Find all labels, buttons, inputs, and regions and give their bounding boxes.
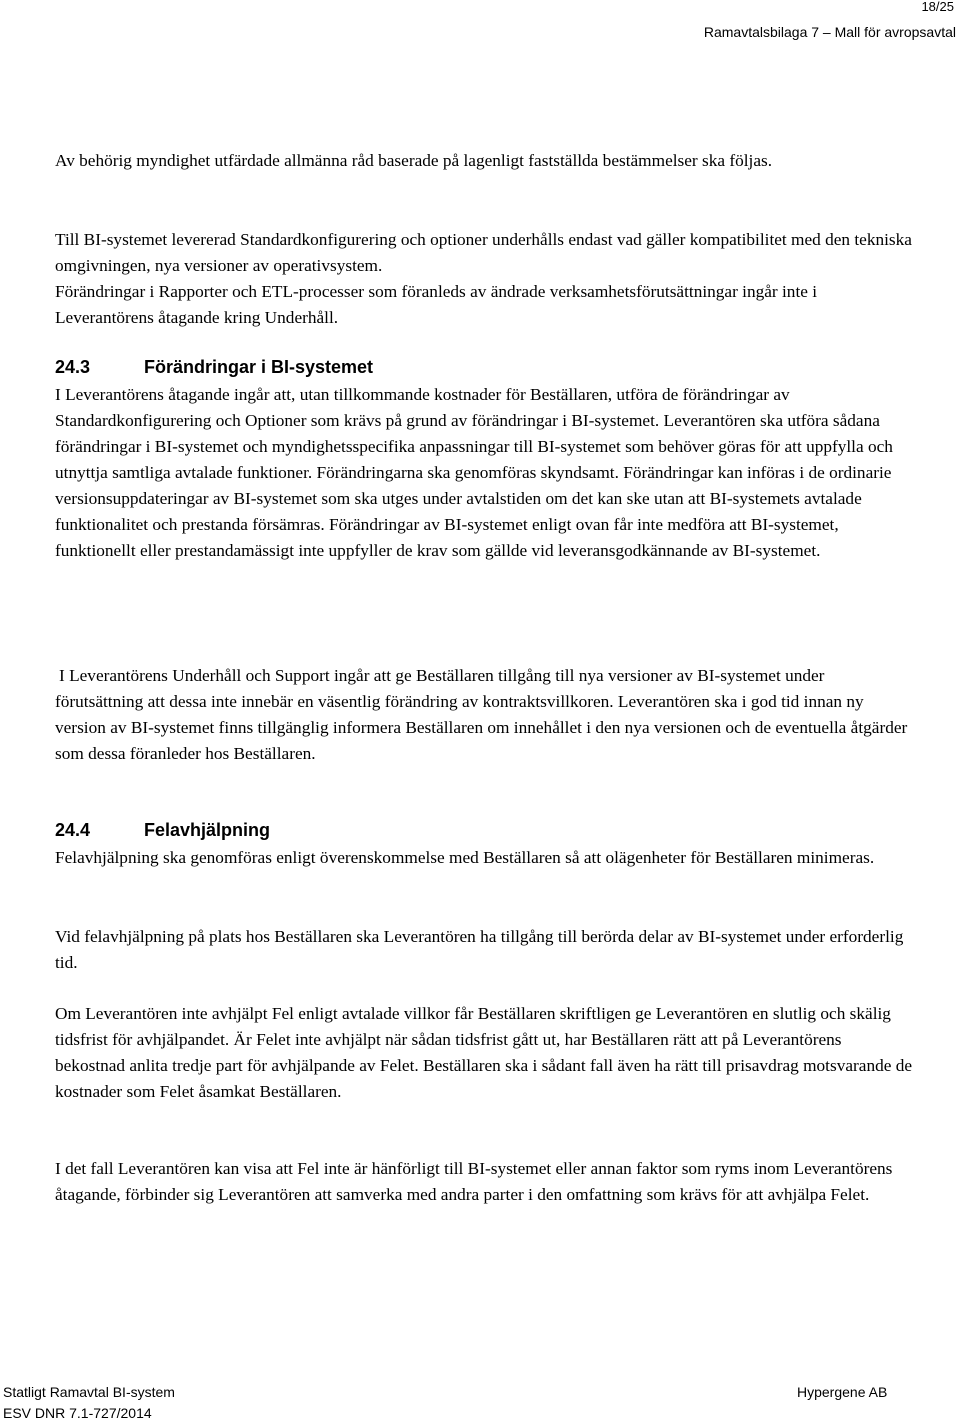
paragraph-9: I det fall Leverantören kan visa att Fel inte är hänförligt till BI-systemet eller annan faktor som ryms inom Leverantörens åtagande, förbinder sig Leverantören att samverka med andra parter i den omfattning som krävs för att avhjälpa Felet.	[55, 1159, 893, 1204]
paragraph-3: Förändringar i Rapporter och ETL-processer som föranleds av ändrade verksamhetsförutsättningar ingår inte i Leverantörens åtagande kring Underhåll.	[55, 282, 818, 327]
page-number: 18/25	[921, 0, 954, 14]
section-number: 24.4	[55, 820, 91, 840]
section-heading-24-4	[55, 820, 270, 841]
footer-agreement: Statligt Ramavtal BI-system	[3, 1384, 175, 1400]
paragraph-5: I Leverantörens Underhåll och Support ingår att ge Beställaren tillgång till nya versioner av BI-systemet under förutsättning att dessa inte innebär en väsentlig förändring av kontraktsvillkoren. Leverantören ska i god tid innan ny version av BI-systemet finns tillgänglig informera Beställaren om innehållet i den nya versionen och de eventuella åtgärder som dessa föranleder hos Beställaren.	[55, 666, 908, 763]
section-title: Felavhjälpning	[144, 820, 271, 840]
section-title: Förändringar i BI-systemet	[144, 357, 374, 377]
section-number: 24.3	[55, 357, 91, 377]
paragraph-7: Vid felavhjälpning på plats hos Beställaren ska Leverantören ha tillgång till berörda delar av BI-systemet under erforderlig tid.	[55, 927, 904, 972]
section-heading-24-3	[55, 357, 373, 378]
document-title: Ramavtalsbilaga 7 – Mall för avropsavtal	[703, 24, 956, 40]
paragraph-6: Felavhjälpning ska genomföras enligt överenskommelse med Beställaren så att olägenheter för Beställaren minimeras.	[55, 848, 875, 867]
footer-dnr: ESV DNR 7.1-727/2014	[3, 1405, 152, 1421]
paragraph-1: Av behörig myndighet utfärdade allmänna råd baserade på lagenligt fastställda bestämmelser ska följas.	[55, 151, 773, 170]
footer-supplier: Hypergene AB	[797, 1384, 888, 1400]
paragraph-2: Till BI-systemet levererad Standardkonfigurering och optioner underhålls endast vad gäller kompatibilitet med den tekniska omgivningen, nya versioner av operativsystem.	[55, 230, 912, 275]
paragraph-8: Om Leverantören inte avhjälpt Fel enligt avtalade villkor får Beställaren skriftligen ge Leverantören en slutlig och skälig tidsfrist för avhjälpandet. Är Felet inte avhjälpt när sådan tidsfrist gått ut, har Beställaren rätt att på Leverantörens bekostnad anlita tredje part för avhjälpande av Felet. Beställaren ska i sådant fall även ha rätt till prisavdrag motsvarande de kostnader som Felet åsamkat Beställaren.	[55, 1004, 913, 1101]
paragraph-4: I Leverantörens åtagande ingår att, utan tillkommande kostnader för Beställaren, utföra de förändringar av Standardkonfigurering och Optioner som krävs på grund av förändringar i BI-systemet. Leverantören ska utföra sådana förändringar i BI-systemet och myndighetsspecifika anpassningar till BI-systemet som behöver göras för att uppfylla och utnyttja samtliga avtalade funktioner. Förändringarna ska genomföras skyndsamt. Förändringar kan införas i de ordinarie versionsuppdateringar av BI-systemet som ska utges under avtalstiden om det kan ske utan att BI-systemets avtalade funktionalitet och prestanda försämras. Förändringar av BI-systemet enligt ovan får inte medföra att BI-systemet, funktionellt eller prestandamässigt inte uppfyller de krav som gällde vid leveransgodkännande av BI-systemet.	[55, 385, 893, 560]
